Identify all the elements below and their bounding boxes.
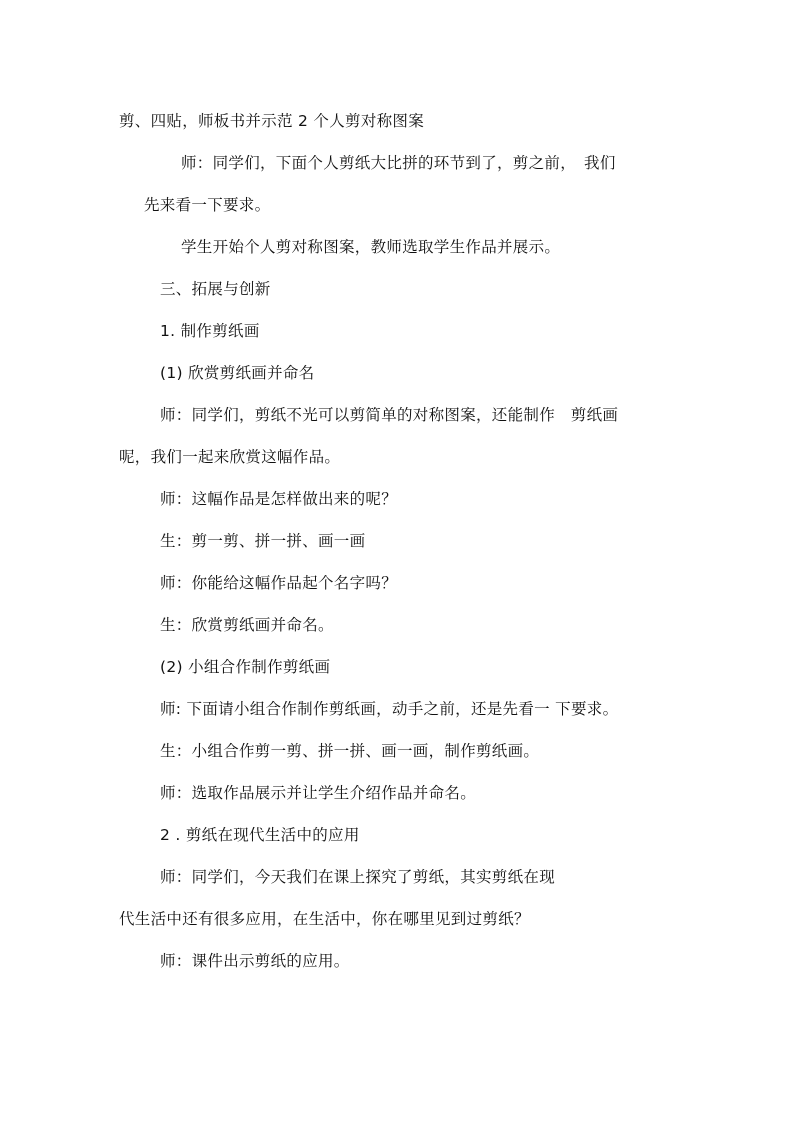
text-line: 生：剪一剪、拼一拼、画一画 [160, 532, 366, 550]
text-line: 师：同学们，下面个人剪纸大比拼的环节到了，剪之前， 我们 [181, 154, 616, 172]
subsection-heading: 1. 制作剪纸画 [160, 322, 260, 340]
section-heading: 三、拓展与创新 [160, 280, 271, 298]
text-line: 师：选取作品展示并让学生介绍作品并命名。 [160, 784, 477, 802]
text-line: 先来看一下要求。 [144, 196, 271, 214]
subsection-heading: (2) 小组合作制作剪纸画 [160, 658, 331, 676]
text-line: 师：同学们，剪纸不光可以剪简单的对称图案，还能制作 剪纸画 [160, 406, 619, 424]
text-line: 生：小组合作剪一剪、拼一拼、画一画，制作剪纸画。 [160, 742, 540, 760]
subsection-heading: (1) 欣赏剪纸画并命名 [160, 364, 315, 382]
text-line: 师：同学们，今天我们在课上探究了剪纸，其实剪纸在现 [160, 868, 556, 886]
text-line: 师：这幅作品是怎样做出来的呢？ [160, 490, 398, 508]
text-line: 代生活中还有很多应用，在生活中，你在哪里见到过剪纸？ [119, 910, 530, 928]
text-line: 呢，我们一起来欣赏这幅作品。 [119, 448, 341, 466]
text-line: 师: 下面请小组合作制作剪纸画，动手之前，还是先看一 下要求。 [160, 700, 619, 718]
text-line: 学生开始个人剪对称图案，教师选取学生作品并展示。 [181, 238, 561, 256]
text-line: 生：欣赏剪纸画并命名。 [160, 616, 334, 634]
text-line: 师：你能给这幅作品起个名字吗？ [160, 574, 398, 592]
subsection-heading: 2 . 剪纸在现代生活中的应用 [160, 826, 360, 844]
text-line: 剪、四贴，师板书并示范 2 个人剪对称图案 [119, 112, 425, 130]
text-line: 师：课件出示剪纸的应用。 [160, 952, 350, 970]
